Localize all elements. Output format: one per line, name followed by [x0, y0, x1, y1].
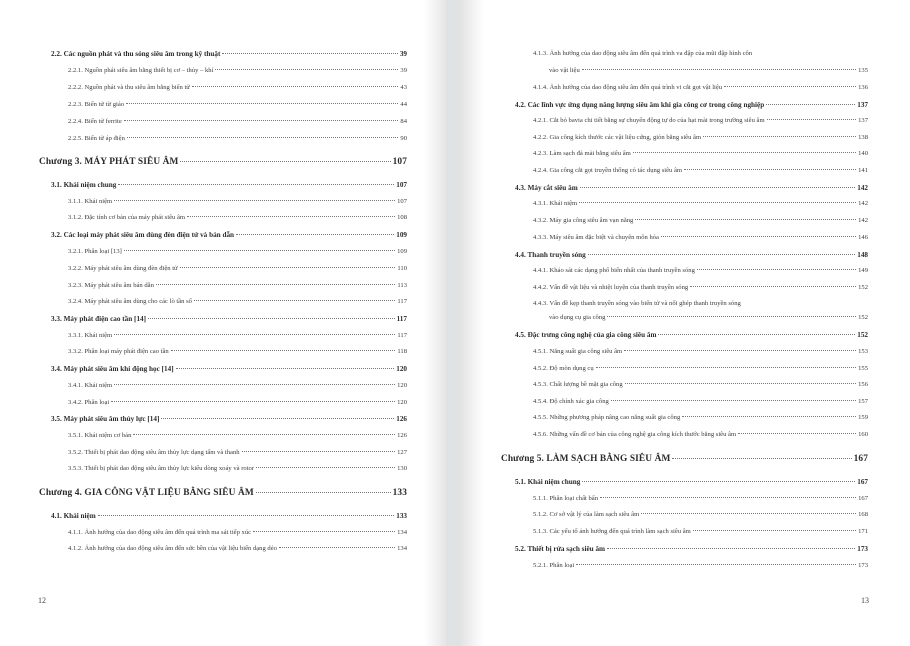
toc-entry-title: 4.1. Khái niệm: [51, 512, 96, 520]
toc-subsection-entry[interactable]: [533, 398, 868, 406]
dot-leader: [596, 367, 856, 368]
toc-entry-title: 4.2.4. Gia công cắt gọt truyền thống có tác dụng siêu âm: [533, 167, 683, 174]
dot-leader: [279, 547, 395, 548]
toc-entry-title: 3.2.3. Máy phát siêu âm bán dẫn: [68, 282, 154, 289]
toc-subsection-entry[interactable]: [68, 214, 407, 222]
dot-leader: [582, 481, 855, 482]
toc-entry-title: vào dụng cụ gia công: [549, 314, 606, 321]
page-number-right: 13: [861, 596, 869, 605]
toc-entry-page: 153: [858, 348, 868, 355]
dot-leader: [156, 284, 395, 285]
toc-entry-page: 136: [858, 84, 868, 91]
toc-entry-page: 137: [857, 101, 868, 109]
toc-entry-page: 156: [858, 381, 868, 388]
toc-entry-title: 4.4.1. Khảo sát các dạng phổ biến nhất của thanh truyền sóng: [533, 267, 695, 274]
toc-entry-page: 141: [858, 167, 868, 174]
toc-entry-title: 4.5. Đặc trưng công nghệ của gia công siêu âm: [515, 331, 657, 339]
right-page: [458, 0, 910, 646]
toc-section-entry[interactable]: [51, 512, 407, 520]
toc-entry-title: 3.4. Máy phát siêu âm khí động học [14]: [51, 365, 174, 373]
toc-entry-title: 3.3. Máy phát điện cao tần [14]: [51, 315, 147, 323]
toc-entry-page: 149: [858, 267, 868, 274]
toc-section-entry[interactable]: [51, 50, 407, 58]
toc-subsection-entry[interactable]: [68, 298, 407, 306]
toc-entry-title: 3.4.1. Khái niệm: [68, 382, 113, 389]
dot-leader: [607, 548, 855, 549]
toc-subsection-entry[interactable]: [533, 234, 868, 242]
toc-subsection-entry[interactable]: [68, 545, 407, 553]
toc-subsection-entry[interactable]: [68, 265, 407, 273]
toc-entry-page: 173: [857, 545, 868, 553]
toc-entry-page: 120: [397, 382, 407, 389]
dot-leader: [724, 86, 856, 87]
toc-entry-title: 2.2.1. Nguồn phát siêu âm bằng thiết bị cơ – thủy – khí: [68, 67, 214, 74]
dot-leader: [171, 350, 396, 351]
toc-entry-page: 142: [857, 184, 868, 192]
toc-entry-title: 2.2.2. Nguồn phát và thu siêu âm bằng biến tử: [68, 84, 190, 91]
toc-entry-title: 2.2.3. Biến tử từ giảo: [68, 101, 125, 108]
dot-leader: [672, 458, 851, 459]
toc-entry-page: 39: [399, 50, 407, 58]
toc-subsection-entry[interactable]: [68, 101, 407, 109]
toc-entry-page: 43: [400, 84, 407, 91]
toc-entry-page: 133: [392, 488, 407, 498]
toc-entry-page: 110: [397, 265, 407, 272]
dot-leader: [192, 86, 399, 87]
toc-entry-title: 4.4.2. Vấn đề vật liệu và nhiệt luyện của thanh truyền sóng: [533, 284, 689, 291]
toc-subsection-entry[interactable]: [533, 495, 868, 503]
toc-subsection-entry[interactable]: [68, 282, 407, 290]
toc-subsection-entry[interactable]: [549, 67, 868, 75]
toc-entry-title: 3.4.2. Phân loại: [68, 399, 110, 406]
toc-entry-title: 3.5.3. Thiết bị phát dao động siêu âm thủy lực kiểu dòng xoáy và rotor: [68, 465, 255, 472]
toc-entry-page: 84: [400, 118, 407, 125]
toc-entry-page: 148: [857, 251, 868, 259]
toc-entry-title: 3.5.2. Thiết bị phát dao động siêu âm thủy lực dạng tấm và thanh: [68, 449, 240, 456]
toc-entry-page: 126: [397, 432, 407, 439]
toc-entry-page: 159: [858, 414, 868, 421]
dot-leader: [242, 451, 396, 452]
toc-entry-page: 152: [857, 331, 868, 339]
toc-entry-heading: 4.1.3. Ảnh hưởng của dao động siêu âm đến quá trình va đập của mũi đập hình côn: [533, 50, 753, 57]
toc-subsection-entry[interactable]: [533, 217, 868, 225]
toc-entry-page: 107: [397, 198, 407, 205]
toc-subsection-entry[interactable]: [533, 200, 868, 208]
toc-subsection-entry[interactable]: [533, 511, 868, 519]
dot-leader: [180, 161, 390, 162]
dot-leader: [236, 234, 394, 235]
toc-entry-page: 167: [858, 495, 868, 502]
toc-entry-title: 4.5.3. Chất lượng bề mặt gia công: [533, 381, 623, 388]
toc-chapter-entry[interactable]: [39, 157, 407, 168]
dot-leader: [256, 467, 395, 468]
toc-subsection-entry[interactable]: [533, 117, 868, 125]
dot-leader: [641, 513, 856, 514]
toc-entry-title: vào vật liệu: [549, 67, 580, 74]
toc-subsection-entry[interactable]: [533, 348, 868, 356]
toc-entry-page: 167: [853, 454, 868, 464]
toc-section-entry[interactable]: [515, 184, 868, 192]
toc-subsection-entry[interactable]: [549, 314, 868, 322]
toc-entry-title: 5.2. Thiết bị rửa sạch siêu âm: [515, 545, 606, 553]
dot-leader: [118, 184, 394, 185]
toc-entry-title: 2.2. Các nguồn phát và thu sóng siêu âm trong kỹ thuật: [51, 50, 221, 58]
dot-leader: [766, 104, 855, 105]
dot-leader: [635, 219, 856, 220]
toc-subsection-entry[interactable]: [68, 432, 407, 440]
dot-leader: [222, 53, 397, 54]
toc-entry-page: 109: [397, 248, 407, 255]
toc-entry-title: Chương 3. MÁY PHÁT SIÊU ÂM: [39, 157, 179, 167]
dot-leader: [682, 416, 856, 417]
dot-leader: [256, 492, 391, 493]
toc-entry-title: 3.2. Các loại máy phát siêu âm dùng đèn điện tử và bán dẫn: [51, 231, 235, 239]
toc-subsection-entry[interactable]: [68, 529, 407, 537]
toc-subsection-entry[interactable]: [533, 562, 868, 570]
toc-subsection-entry[interactable]: [533, 381, 868, 389]
dot-leader: [588, 254, 855, 255]
toc-entry-title: 3.3.1. Khái niệm: [68, 332, 113, 339]
toc-section-entry[interactable]: [51, 365, 407, 373]
spine-shadow: [458, 0, 484, 646]
toc-entry-title: 4.5.6. Những vấn đề cơ bản của công nghệ gia công kích thước bằng siêu âm: [533, 431, 737, 438]
toc-entry-title: Chương 5. LÀM SẠCH BẰNG SIÊU ÂM: [501, 454, 671, 464]
dot-leader: [633, 152, 856, 153]
dot-leader: [693, 530, 856, 531]
toc-section-entry[interactable]: [515, 478, 868, 486]
toc-entry-heading: 4.4.3. Vấn đề kẹp thanh truyền sóng vào biến tử và nối ghép thanh truyền sóng: [533, 300, 741, 307]
dot-leader: [215, 69, 398, 70]
toc-subsection-entry[interactable]: [68, 248, 407, 256]
toc-entry-page: 44: [400, 101, 407, 108]
toc-entry-page: 108: [397, 214, 407, 221]
toc-subsection-entry[interactable]: [533, 267, 868, 275]
toc-subsection-entry[interactable]: [533, 414, 868, 422]
dot-leader: [582, 69, 856, 70]
toc-entry-title: 4.5.2. Độ mòn dụng cụ: [533, 365, 594, 372]
dot-leader: [611, 400, 856, 401]
toc-entry-title: 4.5.4. Độ chính xác gia công: [533, 398, 609, 405]
toc-entry-page: 120: [397, 399, 407, 406]
dot-leader: [580, 187, 856, 188]
toc-entry-title: 4.1.2. Ảnh hưởng của dao động siêu âm đến sức bền của vật liệu biến dạng dẻo: [68, 545, 277, 552]
toc-entry-title: 4.2. Các lĩnh vực ứng dụng năng lượng siêu âm khi gia công cơ trong công nghiệp: [515, 101, 765, 109]
toc-entry-page: 152: [858, 314, 868, 321]
dot-leader: [624, 350, 856, 351]
dot-leader: [253, 531, 395, 532]
dot-leader: [176, 368, 395, 369]
dot-leader: [98, 515, 394, 516]
dot-leader: [697, 269, 856, 270]
toc-entry-title: 2.2.5. Biến tử áp điện: [68, 135, 125, 142]
dot-leader: [625, 383, 856, 384]
dot-leader: [579, 202, 856, 203]
dot-leader: [126, 103, 398, 104]
toc-entry-title: 3.1.2. Đặc tính cơ bản của máy phát siêu âm: [68, 214, 186, 221]
toc-entry-page: 160: [858, 431, 868, 438]
toc-entry-page: 107: [396, 181, 407, 189]
toc-entry-title: 5.1.3. Các yếu tố ảnh hưởng đến quá trình làm sạch siêu âm: [533, 528, 691, 535]
toc-entry-page: 142: [858, 217, 868, 224]
dot-leader: [658, 334, 855, 335]
dot-leader: [148, 318, 395, 319]
toc-entry-page: 134: [397, 529, 407, 536]
toc-section-entry[interactable]: [51, 231, 407, 239]
spine-shadow: [424, 0, 446, 646]
toc-subsection-entry[interactable]: [68, 449, 407, 457]
toc-entry-page: 90: [400, 135, 407, 142]
toc-entry-page: 118: [397, 348, 407, 355]
left-page: [0, 0, 446, 646]
toc-entry-page: 126: [396, 415, 407, 423]
toc-entry-page: 171: [858, 528, 868, 535]
toc-entry-title: 3.5. Máy phát siêu âm thủy lực [14]: [51, 415, 160, 423]
toc-entry-title: 3.2.4. Máy phát siêu âm dùng cho các lò tần số: [68, 298, 192, 305]
dot-leader: [114, 384, 395, 385]
toc-entry-title: 5.1.1. Phân loại chất bẩn: [533, 495, 599, 502]
dot-leader: [738, 433, 856, 434]
dot-leader: [124, 250, 395, 251]
toc-entry-title: 5.1.2. Cơ sở vật lý của làm sạch siêu âm: [533, 511, 640, 518]
dot-leader: [703, 136, 856, 137]
dot-leader: [194, 300, 395, 301]
toc-entry-title: 3.2.2. Máy phát siêu âm dùng đèn điện tử: [68, 265, 178, 272]
toc-section-entry[interactable]: [51, 181, 407, 189]
dot-leader: [684, 169, 856, 170]
toc-entry-page: 117: [397, 332, 407, 339]
toc-entry-title: Chương 4. GIA CÔNG VẬT LIỆU BẰNG SIÊU ÂM: [39, 488, 254, 498]
toc-entry-title: 4.3.2. Máy gia công siêu âm vạn năng: [533, 217, 634, 224]
toc-entry-title: 4.5.5. Những phương pháp nâng cao năng suất gia công: [533, 414, 681, 421]
toc-entry-title: 3.5.1. Khái niệm cơ bản: [68, 432, 132, 439]
toc-entry-page: 113: [397, 282, 407, 289]
dot-leader: [767, 119, 857, 120]
dot-leader: [111, 401, 395, 402]
dot-leader: [187, 216, 395, 217]
toc-subsection-entry[interactable]: [68, 332, 407, 340]
toc-subsection-entry[interactable]: [68, 84, 407, 92]
toc-section-entry[interactable]: [51, 315, 407, 323]
toc-entry-title: 4.3. Máy cắt siêu âm: [515, 184, 578, 192]
toc-subsection-entry[interactable]: [68, 399, 407, 407]
toc-subsection-entry[interactable]: [68, 118, 407, 126]
toc-entry-title: 4.2.1. Cắt bỏ bavia chi tiết bằng sự chuyển động tự do của hạt mài trong trường siêu âm: [533, 117, 765, 124]
toc-entry-page: 120: [396, 365, 407, 373]
toc-entry-title: 4.4. Thanh truyền sóng: [515, 251, 586, 259]
dot-leader: [114, 200, 395, 201]
toc-entry-title: 4.2.2. Gia công kích thước các vật liệu cứng, giòn bằng siêu âm: [533, 134, 702, 141]
toc-entry-page: 168: [858, 511, 868, 518]
toc-entry-page: 127: [397, 449, 407, 456]
toc-entry-page: 140: [858, 150, 868, 157]
toc-entry-page: 133: [396, 512, 407, 520]
toc-subsection-entry[interactable]: [68, 465, 407, 473]
toc-section-entry[interactable]: [51, 415, 407, 423]
toc-entry-page: 135: [858, 67, 868, 74]
toc-entry-page: 173: [858, 562, 868, 569]
toc-entry-page: 117: [397, 298, 407, 305]
toc-subsection-entry[interactable]: [68, 382, 407, 390]
toc-entry-page: 107: [392, 157, 407, 167]
toc-entry-page: 167: [857, 478, 868, 486]
toc-entry-page: 39: [400, 67, 407, 74]
toc-entry-page: 130: [397, 465, 407, 472]
toc-subsection-entry[interactable]: [68, 67, 407, 75]
toc-section-entry[interactable]: [515, 331, 868, 339]
toc-entry-page: 137: [858, 117, 868, 124]
toc-section-entry[interactable]: [515, 251, 868, 259]
dot-leader: [133, 434, 395, 435]
dot-leader: [161, 418, 394, 419]
toc-section-entry[interactable]: [515, 545, 868, 553]
toc-entry-page: 152: [858, 284, 868, 291]
toc-subsection-entry[interactable]: [533, 84, 868, 92]
toc-subsection-entry[interactable]: [533, 150, 868, 158]
toc-entry-page: 157: [858, 398, 868, 405]
toc-entry-title: 3.3.2. Phân loại máy phát điện cao tần: [68, 348, 169, 355]
dot-leader: [690, 286, 856, 287]
toc-subsection-entry[interactable]: [533, 528, 868, 536]
toc-entry-page: 117: [396, 315, 407, 323]
toc-entry-title: 4.3.1. Khái niệm: [533, 200, 578, 207]
page-number-left: 12: [38, 596, 46, 605]
toc-entry-title: 4.1.1. Ảnh hưởng của dao động siêu âm đến quá trình ma sát tiếp xúc: [68, 529, 252, 536]
toc-subsection-entry[interactable]: [68, 135, 407, 143]
toc-entry-page: 155: [858, 365, 868, 372]
toc-chapter-entry[interactable]: [501, 454, 868, 465]
toc-entry-page: 142: [858, 200, 868, 207]
toc-entry-title: 4.3.3. Máy siêu âm đặc biệt và chuyên môn hóa: [533, 234, 659, 241]
toc-subsection-entry[interactable]: [533, 134, 868, 142]
dot-leader: [114, 334, 395, 335]
toc-entry-page: 134: [397, 545, 407, 552]
dot-leader: [180, 267, 396, 268]
toc-chapter-entry[interactable]: [39, 488, 407, 499]
toc-entry-title: 3.1. Khái niệm chung: [51, 181, 117, 189]
toc-entry-page: 109: [396, 231, 407, 239]
toc-subsection-entry[interactable]: [533, 167, 868, 175]
toc-subsection-entry[interactable]: [533, 284, 868, 292]
dot-leader: [124, 120, 399, 121]
toc-subsection-entry[interactable]: [68, 198, 407, 206]
toc-entry-title: 4.2.3. Làm sạch đá mài bằng siêu âm: [533, 150, 631, 157]
dot-leader: [607, 316, 856, 317]
dot-leader: [600, 497, 856, 498]
toc-entry-title: 3.1.1. Khái niệm: [68, 198, 113, 205]
toc-subsection-entry[interactable]: [533, 431, 868, 439]
toc-entry-page: 138: [858, 134, 868, 141]
toc-subsection-entry[interactable]: [533, 365, 868, 373]
dot-leader: [127, 137, 399, 138]
toc-entry-title: 5.2.1. Phân loại: [533, 562, 575, 569]
dot-leader: [576, 564, 856, 565]
toc-entry-title: 4.5.1. Năng suất gia công siêu âm: [533, 348, 623, 355]
dot-leader: [661, 236, 856, 237]
toc-entry-title: 5.1. Khái niệm chung: [515, 478, 581, 486]
toc-section-entry[interactable]: [515, 101, 868, 109]
toc-entry-title: 3.2.1. Phân loại [13]: [68, 248, 122, 255]
toc-entry-page: 146: [858, 234, 868, 241]
toc-subsection-entry[interactable]: [68, 348, 407, 356]
toc-entry-title: 4.1.4. Ảnh hưởng của dao động siêu âm đến quá trình vi cắt gọt vật liệu: [533, 84, 723, 91]
toc-entry-title: 2.2.4. Biến tử ferrite: [68, 118, 122, 125]
